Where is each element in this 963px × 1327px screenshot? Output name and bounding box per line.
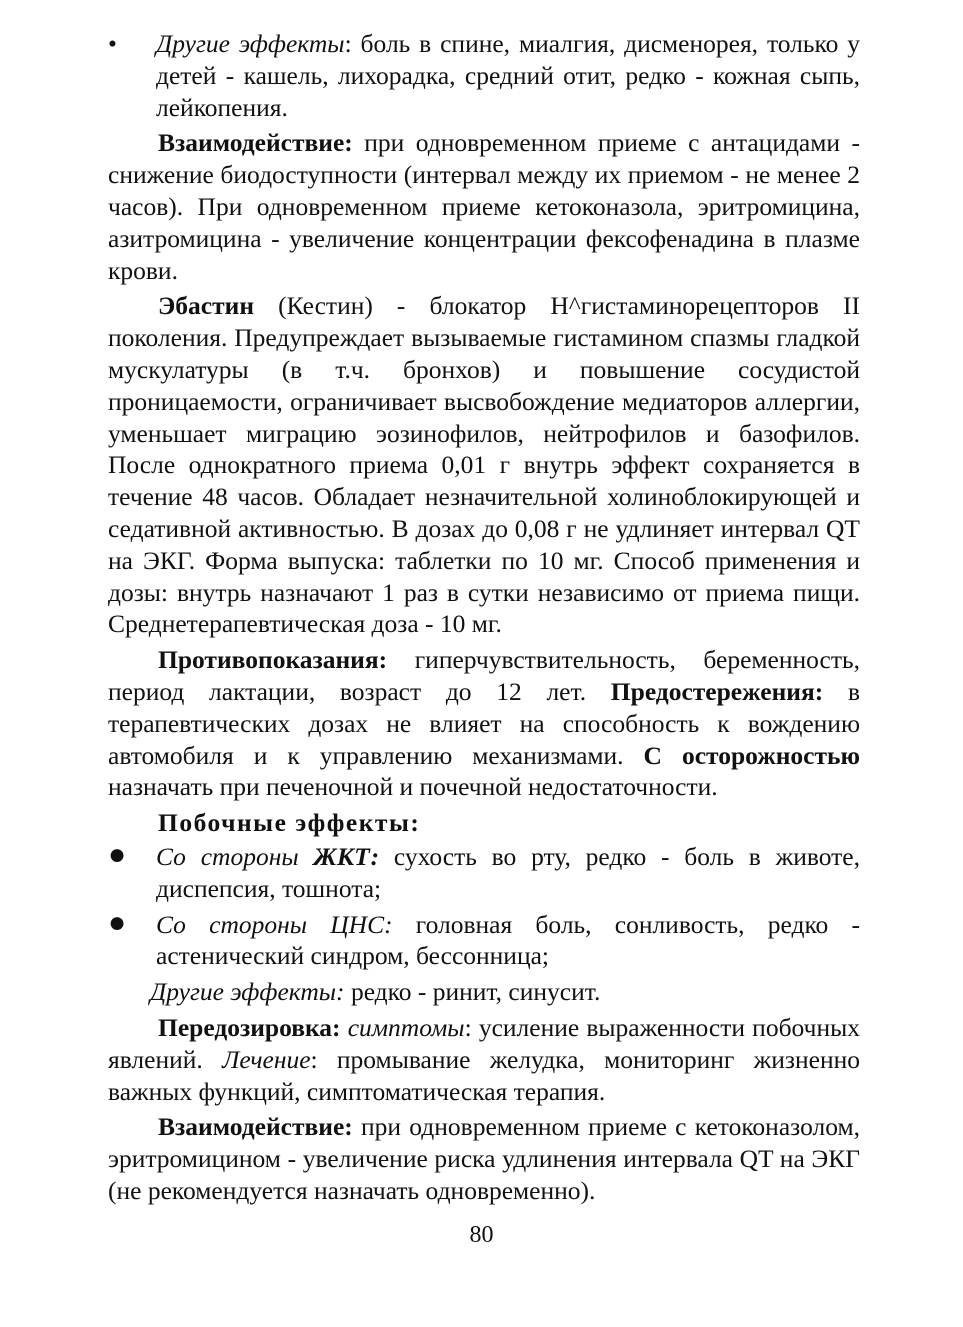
contraindications-paragraph bbox=[108, 644, 860, 803]
symptoms-label: симптомы bbox=[347, 1012, 465, 1042]
interaction-paragraph-2 bbox=[108, 1111, 860, 1206]
overdose-paragraph bbox=[108, 1012, 860, 1107]
list-item-cns bbox=[108, 905, 860, 973]
warnings-label: Предостережения: bbox=[610, 676, 824, 706]
contraindications-text: гиперчувствительность, беременность, период лактации, возраст до 12 лет. bbox=[108, 645, 860, 706]
ebastin-label: Эбастин bbox=[158, 291, 255, 321]
other-effects-line bbox=[108, 976, 860, 1008]
page-number: 80 bbox=[469, 1222, 494, 1248]
cns-text: головная боль, сонливость, редко - астенический синдром, бессонница; bbox=[156, 909, 860, 971]
caution-label: С осторожностью bbox=[643, 740, 860, 770]
overdose-label: Передозировка: bbox=[158, 1012, 341, 1042]
other-effects-label: Другие эффекты: bbox=[150, 977, 345, 1007]
other-effects-text: редко - ринит, синусит. bbox=[344, 977, 601, 1007]
symptoms-text: : усиление выраженности побочных явлений. bbox=[108, 1012, 860, 1074]
interaction-label: Взаимодействие: bbox=[158, 128, 353, 158]
interaction-paragraph-1 bbox=[108, 127, 860, 286]
ebastin-text: (Кестин) - блокатор Н^гистаминорецепторов II поколения. Предупреждает вызываемые гистамином спазмы гладкой мускулатуры (в т.ч. бронхов) и повышение сосудистой проницаемости, ограничивает высвобождение медиаторов аллергии, уменьшает миграцию эозинофилов, нейтрофилов и базофилов. После однократного приема 0,01 г внутрь эффект сохраняется в течение 48 часов. Обладает незначительной холиноблокирующей и седативной активностью. В дозах до 0,08 г не удлиняет интервал QT на ЭКГ. Форма выпуска: таблетки по 10 мг. Способ применения и дозы: внутрь назначают 1 раз в сутки независимо от приема пищи. Среднетерапевтическая доза - 10 мг. bbox=[108, 291, 860, 639]
list-item-other-effects bbox=[108, 28, 860, 123]
gi-label-bold: ЖКТ: bbox=[313, 841, 380, 871]
bullet-mark: • bbox=[108, 29, 117, 58]
interaction-text: при одновременном приеме с антацидами - снижение биодоступности (интервал между их приемом - не менее 2 часов). При одновременном приеме кетоконазола, эритромицина, азитромицина - увеличение концентрации фексофенадина в плазме крови. bbox=[108, 128, 860, 285]
other-effects-label: Другие эффекты bbox=[156, 29, 345, 58]
gi-label: Со стороны bbox=[156, 841, 314, 871]
ebastin-paragraph bbox=[108, 290, 860, 640]
treatment-text: : промывание желудка, мониторинг жизненно важных функций, симптоматическая терапия. bbox=[108, 1044, 861, 1106]
warnings-text: в терапевтических дозах не влияет на способность к вождению автомобиля и к управлению механизмами. bbox=[108, 676, 861, 770]
bullet-dot: ● bbox=[108, 837, 127, 871]
interaction-text: при одновременном приеме с кетоконазолом, эритромицином - увеличение риска удлинения интервала QT на ЭКГ (не рекомендуется назначать одновременно). bbox=[108, 1112, 860, 1205]
cns-label: Со стороны ЦНС: bbox=[156, 909, 393, 939]
list-item-gi bbox=[108, 837, 860, 905]
gi-text: сухость во рту, редко - боль в животе, диспепсия, тошнота; bbox=[156, 841, 860, 903]
other-effects-text: : боль в спине, миалгия, дисменорея, только у детей - кашель, лихорадка, средний отит, редко - кожная сыпь, лейкопения. bbox=[156, 29, 860, 122]
contraindications-label: Противопоказания: bbox=[158, 645, 388, 675]
page-body bbox=[108, 28, 860, 1211]
treatment-label: Лечение bbox=[222, 1044, 311, 1074]
interaction-label: Взаимодействие: bbox=[158, 1112, 353, 1142]
caution-text: назначать при печеночной и почечной недостаточности. bbox=[108, 772, 718, 802]
side-effects-heading: Побочные эффекты: bbox=[158, 808, 421, 838]
bullet-dot: ● bbox=[108, 905, 127, 939]
